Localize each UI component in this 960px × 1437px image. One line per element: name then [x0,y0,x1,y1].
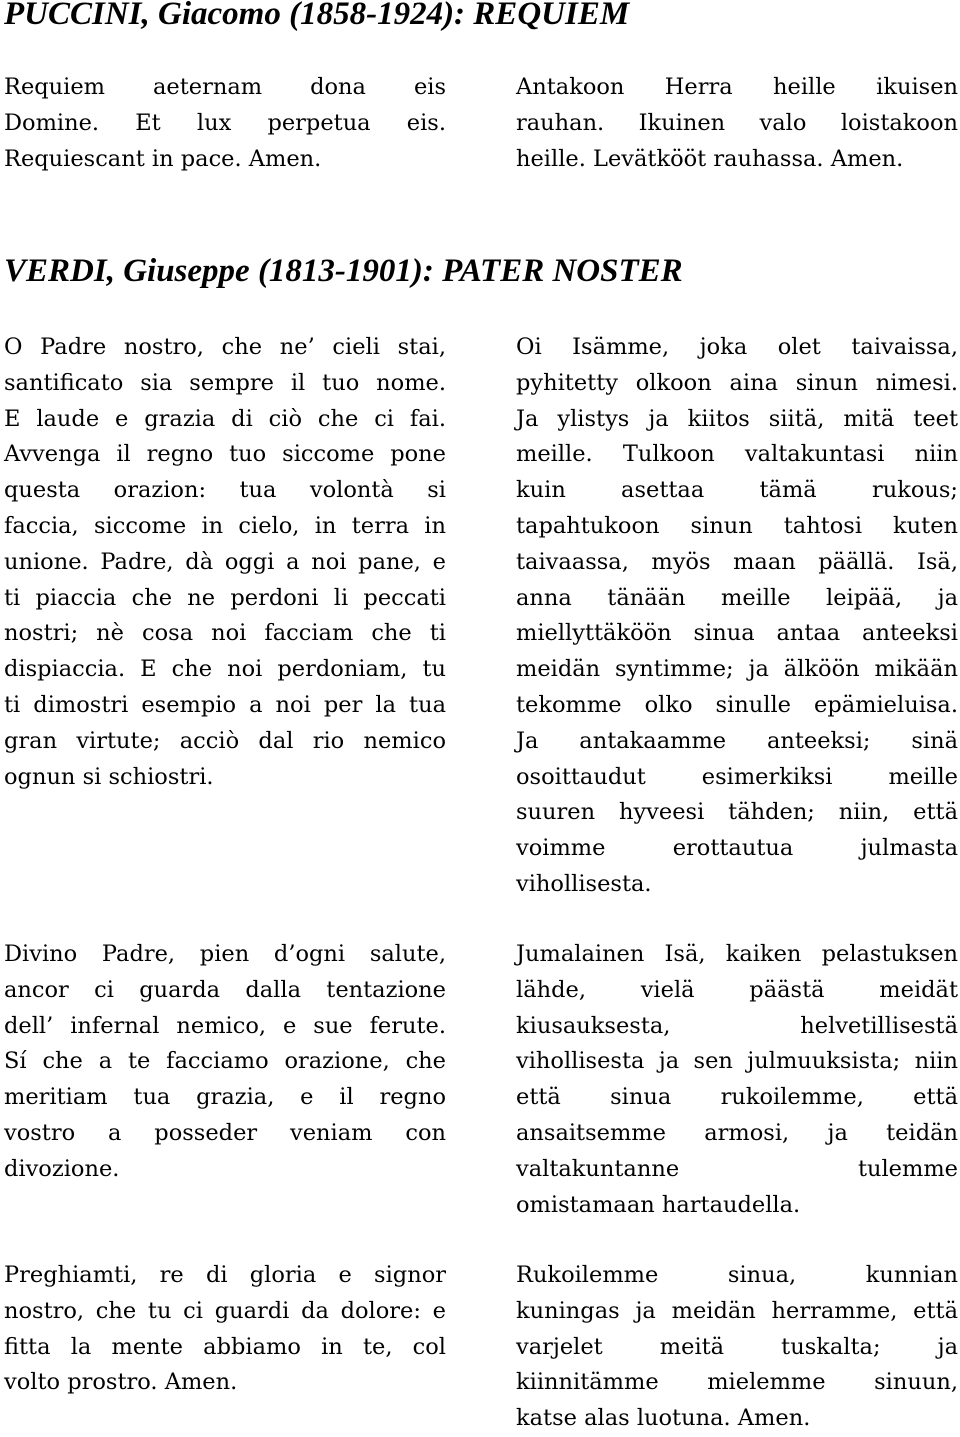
text-line: tapahtukoon sinun tahtosi kuten [516,512,958,539]
text-line: Antakoon Herra heille ikuisen [516,74,958,100]
text-line: nostri; nè cosa noi facciam che ti [4,620,446,647]
text-line: voimme erottautua julmasta [516,835,958,862]
text-line: dispiaccia. E che noi perdoniam, tu [4,656,446,683]
text-line: anna tänään meille leipää, ja [516,584,958,611]
text-line: Requiescant in pace. Amen. [4,145,322,172]
text-line: meidän syntimme; ja älköön mikään [516,656,958,683]
text-line: suuren hyveesi tähden; niin, että [516,799,958,826]
text-line: kiinnitämme mielemme sinuun, [516,1369,958,1396]
text-line: Rukoilemme sinua, kunnian [516,1262,958,1288]
text-line: fitta la mente abbiamo in te, col [4,1333,446,1360]
text-line: rauhan. Ikuinen valo loistakoon [516,109,958,136]
text-line: Sí che a te facciamo orazione, che [4,1048,446,1075]
text-line: divozione. [4,1155,120,1182]
text-line: volto prostro. Amen. [4,1369,238,1396]
text-line: kiusauksesta, helvetillisestä [516,1012,958,1039]
pater-noster-stanza2-italian [4,937,446,1188]
text-line: questa orazion: tua volontà si [4,477,446,504]
text-line: vostro a posseder veniam con [4,1119,446,1146]
text-line: ti piaccia che ne perdoni li peccati [4,584,446,611]
text-line: Ja ylistys ja kiitos siitä, mitä teet [516,405,958,432]
text-line: E laude e grazia di ciò che ci fai. [4,405,446,432]
text-line: vihollisesta ja sen julmuuksista; niin [516,1048,958,1075]
text-line: Oi Isämme, joka olet taivaissa, [516,334,958,360]
text-line: faccia, siccome in cielo, in terra in [4,512,446,539]
text-line: Requiem aeternam dona eis [4,74,446,100]
text-line: Jumalainen Isä, kaiken pelastuksen [516,941,958,967]
text-line: lähde, vielä päästä meidät [516,976,958,1003]
text-line: Preghiamti, re di gloria e signor [4,1262,446,1288]
requiem-finnish-text [516,70,958,177]
text-line: katse alas luotuna. Amen. [516,1405,811,1432]
text-line: ansaitsemme armosi, ja teidän [516,1119,958,1146]
text-line: dell’ infernal nemico, e sue ferute. [4,1012,446,1039]
text-line: meille. Tulkoon valtakuntasi niin [516,441,958,468]
text-line: heille. Levätkööt rauhassa. Amen. [516,145,904,172]
text-line: taivaassa, myös maan päällä. Isä, [516,548,958,575]
text-line: gran virtute; acciò dal rio nemico [4,727,446,754]
text-line: O Padre nostro, che ne’ cieli stai, [4,334,446,360]
text-line: meritiam tua grazia, e il regno [4,1084,446,1111]
text-line: miellyttäköön sinua antaa anteeksi [516,620,958,647]
text-line: Divino Padre, pien d’ogni salute, [4,941,446,967]
pater-noster-stanza2-finnish [516,937,958,1223]
text-line: vihollisesta. [516,870,652,897]
text-line: kuin asettaa tämä rukous; [516,477,958,504]
text-line: Avvenga il regno tuo siccome pone [4,441,446,468]
text-line: nostro, che tu ci guardi da dolore: e [4,1297,446,1324]
text-line: unione. Padre, dà oggi a noi pane, e [4,548,446,575]
text-line: ancor ci guarda dalla tentazione [4,976,446,1003]
pater-noster-stanza1-finnish [516,330,958,903]
text-line: että sinua rukoilemme, että [516,1084,958,1111]
section-title-verdi: VERDI, Giuseppe (1813-1901): PATER NOSTER [4,253,683,289]
text-line: Ja antakaamme anteeksi; sinä [516,727,958,754]
text-line: osoittaudut esimerkiksi meille [516,763,958,790]
pater-noster-stanza1-italian [4,330,446,795]
requiem-italian-text [4,70,446,177]
text-line: ognun si schiostri. [4,763,214,790]
section-title-puccini: PUCCINI, Giacomo (1858-1924): REQUIEM [4,0,630,32]
text-line: tekomme olko sinulle epämieluisa. [516,691,958,718]
text-line: omistamaan hartaudella. [516,1191,801,1218]
text-line: valtakuntanne tulemme [516,1155,958,1182]
text-line: pyhitetty olkoon aina sinun nimesi. [516,369,958,396]
pater-noster-stanza3-finnish [516,1258,958,1437]
text-line: kuningas ja meidän herramme, että [516,1297,958,1324]
text-line: varjelet meitä tuskalta; ja [516,1333,958,1360]
text-line: ti dimostri esempio a noi per la tua [4,691,446,718]
text-line: Domine. Et lux perpetua eis. [4,109,446,136]
pater-noster-stanza3-italian [4,1258,446,1401]
text-line: santificato sia sempre il tuo nome. [4,369,446,396]
